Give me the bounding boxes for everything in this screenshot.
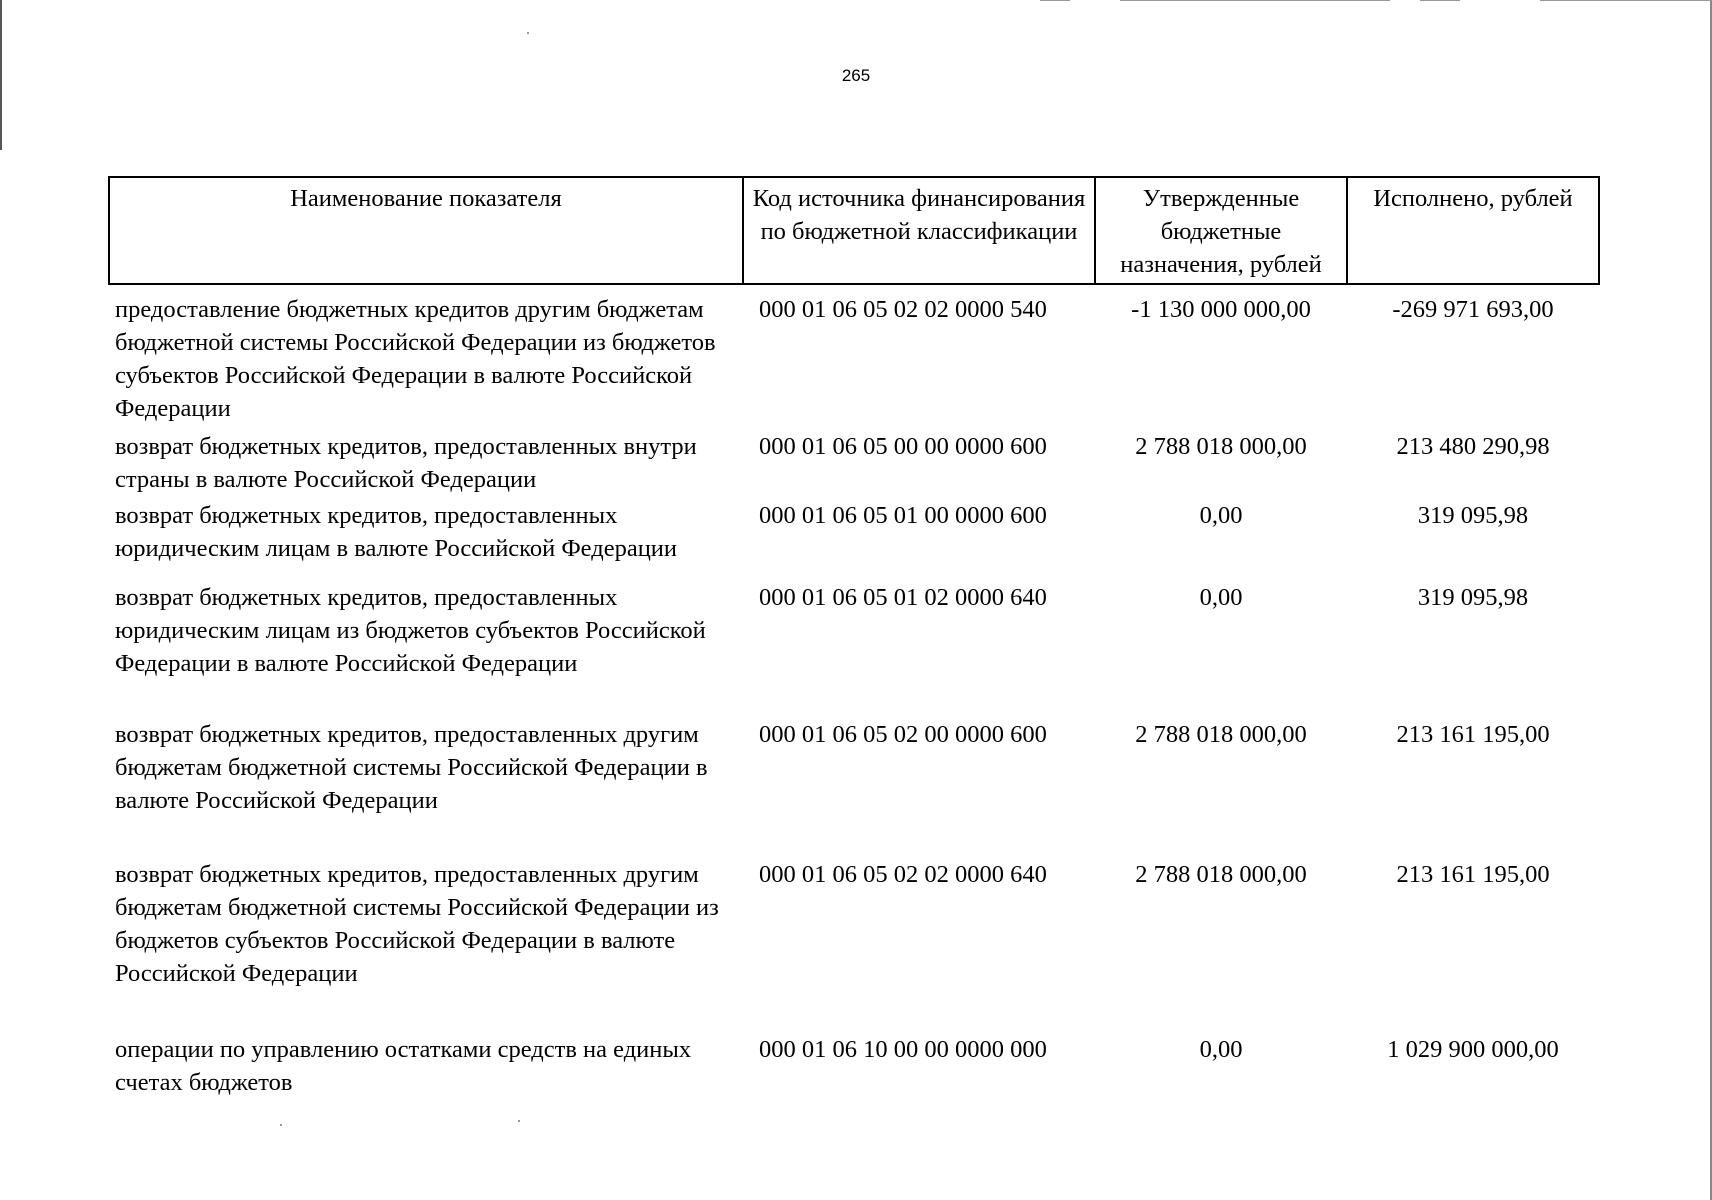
row-executed: -269 971 693,00	[1392, 296, 1554, 323]
row-executed: 319 095,98	[1417, 502, 1529, 529]
row-name: возврат бюджетных кредитов, предоставленных юридическим лицам из бюджетов субъектов Российской Федерации в валюте Российской Федерации	[115, 584, 706, 677]
row-approved: 2 788 018 000,00	[1135, 433, 1307, 460]
row-approved: 0,00	[1199, 1036, 1243, 1063]
header-code: Код источника финансирования по бюджетной классификации	[743, 177, 1095, 284]
row-code: 000 01 06 05 01 00 0000 600	[759, 502, 1047, 529]
row-approved: 0,00	[1199, 502, 1243, 529]
scan-speck	[280, 1124, 282, 1126]
table-row	[109, 581, 1599, 718]
row-executed: 213 480 290,98	[1396, 433, 1550, 460]
table-body	[109, 284, 1599, 1103]
row-code: 000 01 06 05 02 02 0000 540	[759, 296, 1047, 323]
row-name: операции по управлению остатками средств на единых счетах бюджетов	[115, 1036, 692, 1096]
row-name: возврат бюджетных кредитов, предоставленных другим бюджетам бюджетной системы Российской Федерации из бюджетов субъектов Российской Федерации в валюте Российской Федерации	[115, 861, 719, 987]
table-row	[109, 284, 1599, 430]
table-row	[109, 718, 1599, 858]
row-code: 000 01 06 05 01 02 0000 640	[759, 584, 1047, 611]
row-code: 000 01 06 05 02 02 0000 640	[759, 861, 1047, 888]
table-row	[109, 1033, 1599, 1103]
row-name: возврат бюджетных кредитов, предоставленных другим бюджетам бюджетной системы Российской Федерации в валюте Российской Федерации	[115, 721, 708, 814]
row-executed: 319 095,98	[1417, 584, 1529, 611]
header-name: Наименование показателя	[109, 177, 743, 284]
table-row	[109, 430, 1599, 499]
header-row	[109, 177, 1599, 284]
row-approved: 2 788 018 000,00	[1135, 861, 1307, 888]
header-approved: Утвержденные бюджетные назначения, рублей	[1095, 177, 1347, 284]
table-row	[109, 858, 1599, 1033]
budget-table-container	[108, 176, 1598, 1103]
row-name: возврат бюджетных кредитов, предоставленных юридическим лицам в валюте Российской Федерации	[115, 502, 678, 562]
header-executed: Исполнено, рублей	[1347, 177, 1599, 284]
table-header	[109, 177, 1599, 284]
row-executed: 213 161 195,00	[1396, 861, 1550, 888]
row-code: 000 01 06 05 02 00 0000 600	[759, 721, 1047, 748]
row-approved: 2 788 018 000,00	[1135, 721, 1307, 748]
row-approved: 0,00	[1199, 584, 1243, 611]
row-name: возврат бюджетных кредитов, предоставленных внутри страны в валюте Российской Федерации	[115, 433, 697, 493]
scan-speck	[518, 1120, 520, 1122]
row-approved: -1 130 000 000,00	[1131, 296, 1311, 323]
row-code: 000 01 06 10 00 00 0000 000	[759, 1036, 1047, 1063]
scan-speck	[527, 32, 529, 34]
page-number: 265	[841, 66, 871, 85]
scan-top-lines	[1040, 0, 1712, 2]
row-name: предоставление бюджетных кредитов другим бюджетам бюджетной системы Российской Федерации из бюджетов субъектов Российской Федерации в валюте Российской Федерации	[115, 296, 716, 422]
row-code: 000 01 06 05 00 00 0000 600	[759, 433, 1047, 460]
table-row	[109, 499, 1599, 581]
budget-sources-table	[108, 176, 1600, 1103]
row-executed: 213 161 195,00	[1396, 721, 1550, 748]
row-executed: 1 029 900 000,00	[1387, 1036, 1559, 1063]
